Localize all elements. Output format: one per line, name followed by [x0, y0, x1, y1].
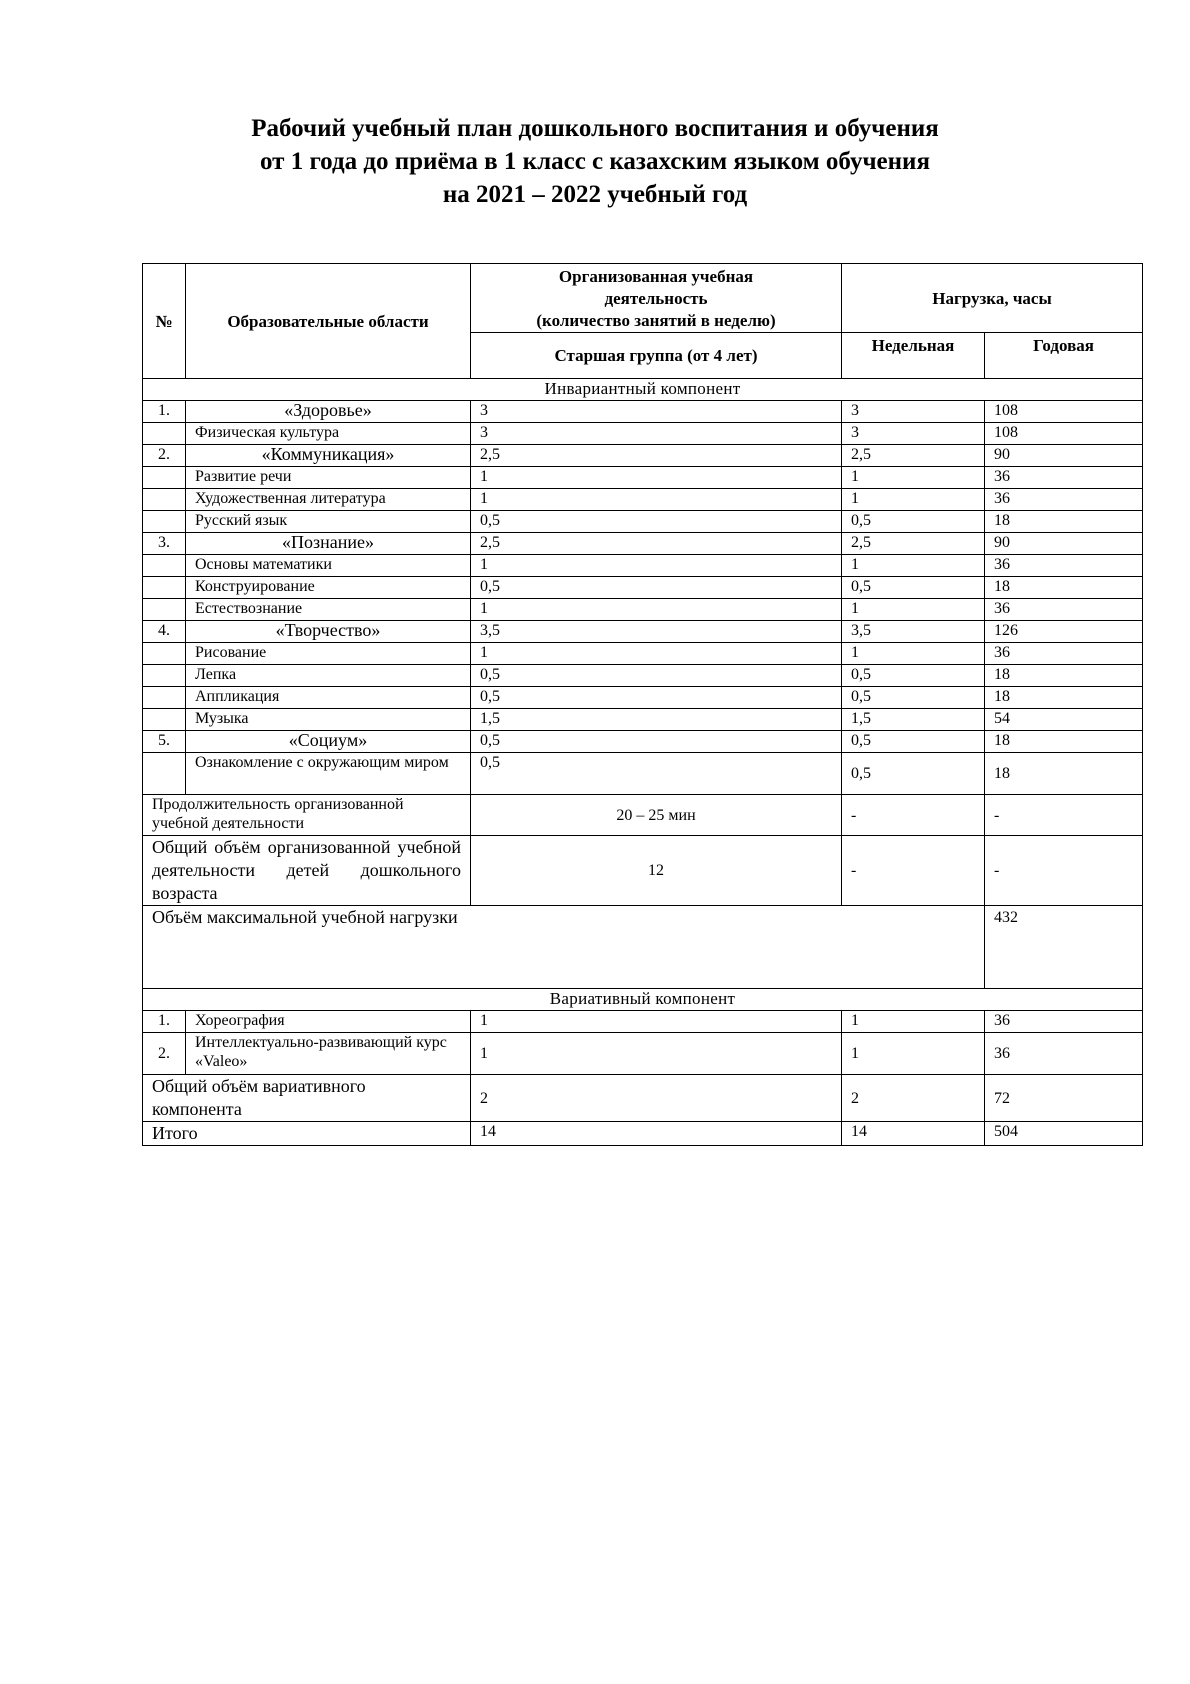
row-annual: 54: [985, 709, 1143, 731]
total-org-annual: -: [985, 836, 1143, 906]
row-weekly: 1: [842, 643, 985, 665]
area-row: [143, 401, 1143, 423]
row-num: [143, 643, 186, 665]
row-name: «Коммуникация»: [186, 445, 471, 467]
area-row: [143, 731, 1143, 753]
table-row: [143, 753, 1143, 795]
row-num: [143, 423, 186, 445]
row-weekly: 1,5: [842, 709, 985, 731]
row-name: «Социум»: [186, 731, 471, 753]
row-name: «Познание»: [186, 533, 471, 555]
row-annual: 36: [985, 1011, 1143, 1033]
row-weekly: 0,5: [842, 687, 985, 709]
row-num: 1.: [143, 1011, 186, 1033]
row-name: Ознакомление с окружающим миром: [186, 753, 471, 795]
row-count: 1: [471, 555, 842, 577]
row-weekly: 0,5: [842, 731, 985, 753]
row-annual: 90: [985, 445, 1143, 467]
row-annual: 36: [985, 489, 1143, 511]
variative-total-annual: 72: [985, 1075, 1143, 1122]
title-line-1: Рабочий учебный план дошкольного воспитания и обучения: [251, 115, 939, 142]
variative-total-weekly: 2: [842, 1075, 985, 1122]
row-count: 0,5: [471, 687, 842, 709]
row-count: 3: [471, 401, 842, 423]
row-num: [143, 555, 186, 577]
total-org-weekly: -: [842, 836, 985, 906]
row-count: 0,5: [471, 665, 842, 687]
row-name: Основы математики: [186, 555, 471, 577]
row-num: [143, 489, 186, 511]
table-row: [143, 489, 1143, 511]
row-weekly: 1: [842, 1033, 985, 1075]
header-weekly: Недельная: [842, 333, 985, 379]
row-weekly: 1: [842, 555, 985, 577]
row-num: 4.: [143, 621, 186, 643]
total-org-label: [143, 836, 471, 906]
row-annual: 18: [985, 731, 1143, 753]
row-num: 2.: [143, 1033, 186, 1075]
title-line-2: от 1 года до приёма в 1 класс с казахским языком обучения: [260, 148, 930, 175]
row-weekly: 0,5: [842, 577, 985, 599]
total-org-value: 12: [471, 836, 842, 906]
duration-row: [143, 795, 1143, 836]
table-row: [143, 423, 1143, 445]
table-row: [143, 467, 1143, 489]
invariant-section-title: Инвариантный компонент: [143, 379, 1143, 401]
row-weekly: 3: [842, 401, 985, 423]
area-row: [143, 533, 1143, 555]
row-name: «Творчество»: [186, 621, 471, 643]
table-row: [143, 665, 1143, 687]
row-count: 2,5: [471, 533, 842, 555]
row-name: Лепка: [186, 665, 471, 687]
title-line-3: на 2021 – 2022 учебный год: [442, 181, 748, 208]
row-annual: 18: [985, 753, 1143, 795]
row-annual: 36: [985, 643, 1143, 665]
table-row: [143, 1011, 1143, 1033]
header-areas: Образовательные области: [186, 264, 471, 379]
variative-total-count: 2: [471, 1075, 842, 1122]
row-weekly: 1: [842, 489, 985, 511]
header-activity-line-1: Организованная учебная: [558, 267, 754, 286]
row-name: Развитие речи: [186, 467, 471, 489]
max-load-label: Объём максимальной учебной нагрузки: [143, 906, 985, 989]
header-group: Старшая группа (от 4 лет): [471, 333, 842, 379]
row-num: [143, 467, 186, 489]
row-num: [143, 709, 186, 731]
duration-annual: -: [985, 795, 1143, 836]
table-row: [143, 643, 1143, 665]
grand-total-count: 14: [471, 1122, 842, 1146]
table-row: [143, 1033, 1143, 1075]
header-activity-line-2: деятельность: [604, 289, 708, 308]
grand-total-label: Итого: [143, 1122, 471, 1146]
area-row: [143, 445, 1143, 467]
max-load-annual: 432: [985, 906, 1143, 989]
row-name: Физическая культура: [186, 423, 471, 445]
row-name: Естествознание: [186, 599, 471, 621]
row-num: 2.: [143, 445, 186, 467]
document-title: [0, 112, 1190, 211]
duration-value: 20 – 25 мин: [471, 795, 842, 836]
variative-total-label-text: Общий объём вариативного компонента: [152, 1076, 366, 1119]
row-annual: 90: [985, 533, 1143, 555]
row-annual: 36: [985, 555, 1143, 577]
row-annual: 108: [985, 401, 1143, 423]
row-annual: 36: [985, 1033, 1143, 1075]
duration-label: Продолжительность организованной учебной деятельности: [143, 795, 471, 836]
row-name: Русский язык: [186, 511, 471, 533]
table-row: [143, 555, 1143, 577]
row-num: [143, 511, 186, 533]
row-annual: 36: [985, 467, 1143, 489]
row-num: 3.: [143, 533, 186, 555]
total-org-label-text: Общий объём организованной учебной деятельности детей дошкольного возраста: [152, 837, 461, 903]
row-count: 3: [471, 423, 842, 445]
row-weekly: 0,5: [842, 665, 985, 687]
row-name: Конструирование: [186, 577, 471, 599]
header-activity-line-3: (количество занятий в неделю): [536, 311, 776, 330]
row-annual: 126: [985, 621, 1143, 643]
row-num: 1.: [143, 401, 186, 423]
row-weekly: 2,5: [842, 445, 985, 467]
total-org-row: [143, 836, 1143, 906]
row-weekly: 1: [842, 1011, 985, 1033]
header-activity: [471, 264, 842, 333]
row-count: 0,5: [471, 511, 842, 533]
row-count: 2,5: [471, 445, 842, 467]
row-weekly: 2,5: [842, 533, 985, 555]
row-count: 1: [471, 643, 842, 665]
row-annual: 18: [985, 577, 1143, 599]
area-row: [143, 621, 1143, 643]
duration-weekly: -: [842, 795, 985, 836]
row-weekly: 0,5: [842, 511, 985, 533]
table-row: [143, 577, 1143, 599]
header-num: №: [143, 264, 186, 379]
row-weekly: 1: [842, 599, 985, 621]
row-num: [143, 577, 186, 599]
table-row: [143, 687, 1143, 709]
row-weekly: 1: [842, 467, 985, 489]
row-annual: 18: [985, 511, 1143, 533]
variative-total-row: [143, 1075, 1143, 1122]
row-weekly: 3: [842, 423, 985, 445]
row-name: Музыка: [186, 709, 471, 731]
row-name: Художественная литература: [186, 489, 471, 511]
table-row: [143, 511, 1143, 533]
curriculum-table: [142, 263, 1143, 1146]
row-num: [143, 599, 186, 621]
row-count: 0,5: [471, 753, 842, 795]
header-load: Нагрузка, часы: [842, 264, 1143, 333]
row-count: 1: [471, 489, 842, 511]
grand-total-row: [143, 1122, 1143, 1146]
row-annual: 108: [985, 423, 1143, 445]
row-count: 0,5: [471, 731, 842, 753]
variative-total-label: [143, 1075, 471, 1122]
row-name: Аппликация: [186, 687, 471, 709]
table-row: [143, 709, 1143, 731]
row-count: 0,5: [471, 577, 842, 599]
row-count: 1: [471, 1011, 842, 1033]
max-load-row: [143, 906, 1143, 989]
row-name: Интеллектуально-развивающий курс «Valeo»: [186, 1033, 471, 1075]
row-annual: 18: [985, 665, 1143, 687]
row-num: [143, 753, 186, 795]
row-count: 1,5: [471, 709, 842, 731]
row-name: «Здоровье»: [186, 401, 471, 423]
table-row: [143, 599, 1143, 621]
row-num: [143, 687, 186, 709]
row-num: 5.: [143, 731, 186, 753]
row-annual: 36: [985, 599, 1143, 621]
row-name: Рисование: [186, 643, 471, 665]
row-annual: 18: [985, 687, 1143, 709]
row-weekly: 3,5: [842, 621, 985, 643]
row-weekly: 0,5: [842, 753, 985, 795]
row-count: 3,5: [471, 621, 842, 643]
row-count: 1: [471, 467, 842, 489]
header-annual: Годовая: [985, 333, 1143, 379]
row-name: Хореография: [186, 1011, 471, 1033]
row-count: 1: [471, 599, 842, 621]
variative-section-title: Вариативный компонент: [143, 989, 1143, 1011]
row-count: 1: [471, 1033, 842, 1075]
grand-total-annual: 504: [985, 1122, 1143, 1146]
row-num: [143, 665, 186, 687]
grand-total-weekly: 14: [842, 1122, 985, 1146]
